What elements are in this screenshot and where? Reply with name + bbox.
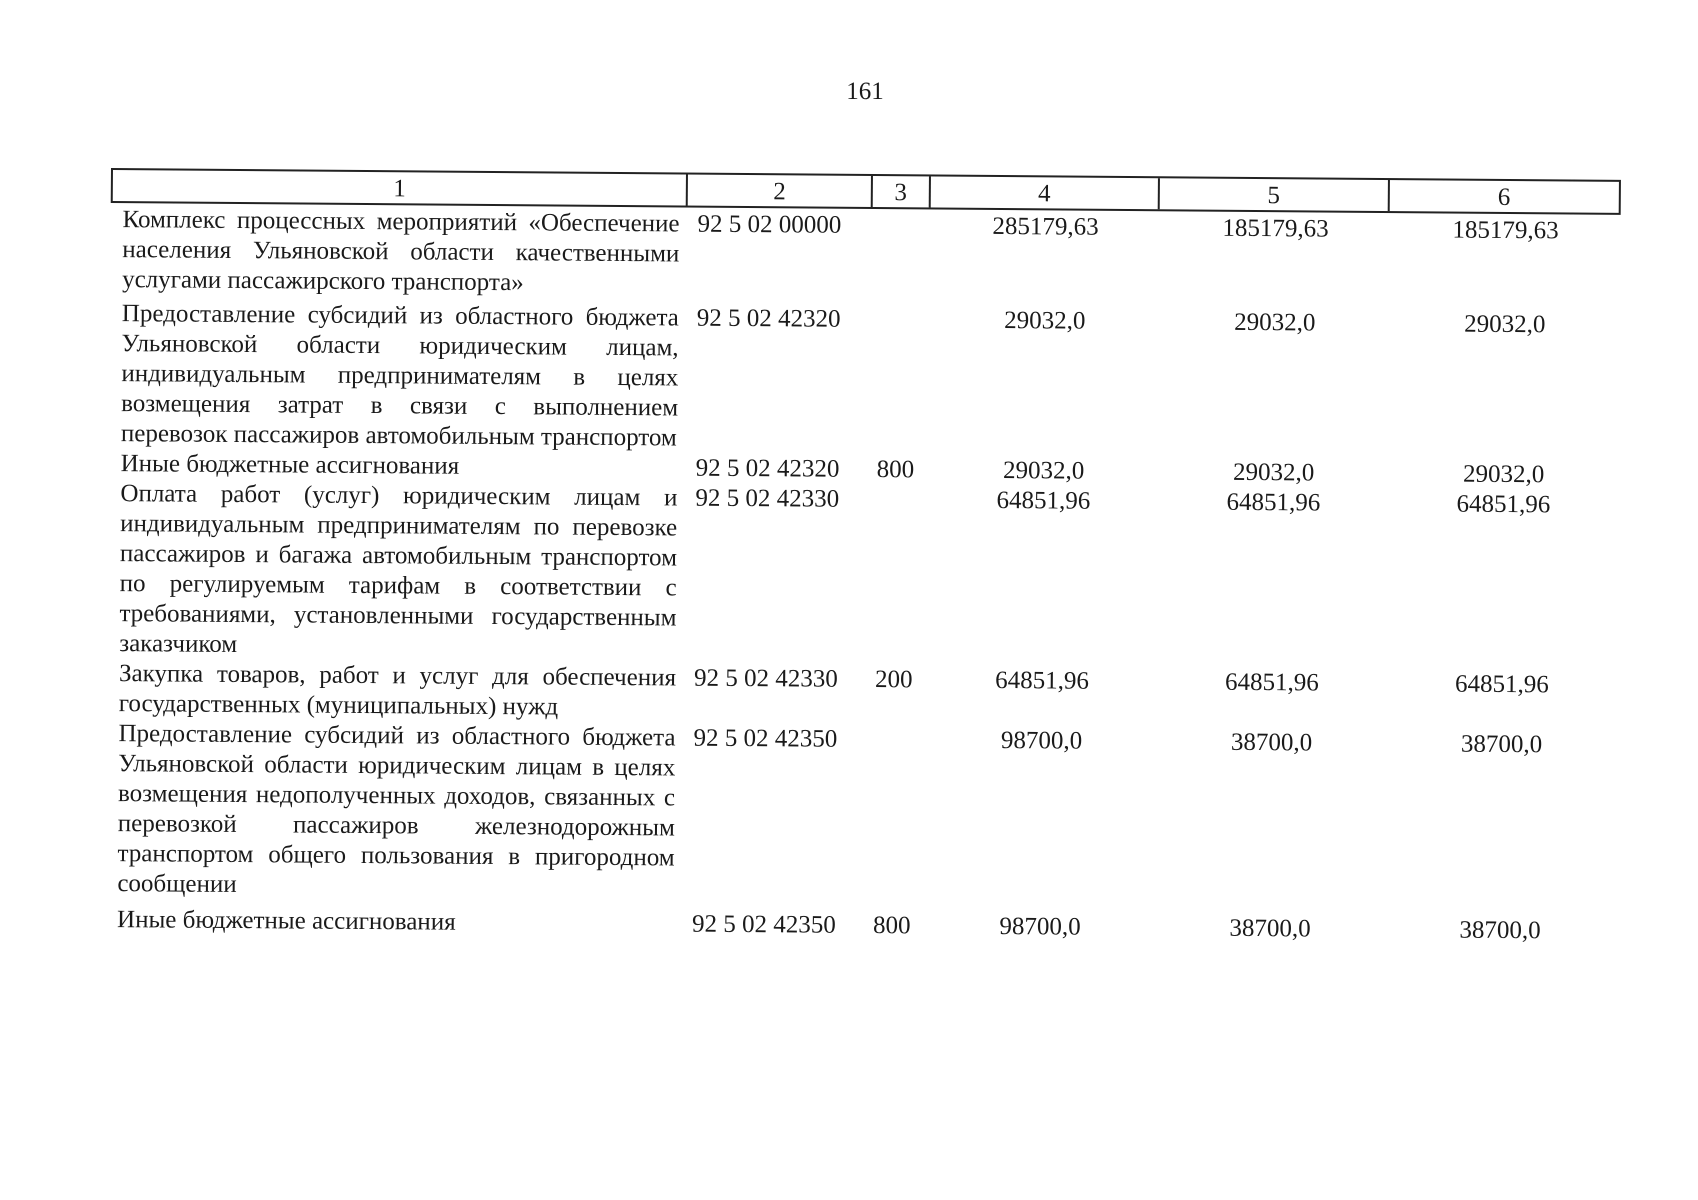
row-value-col-5: 38700,0: [1229, 914, 1311, 943]
row-value-col-5: 185179,63: [1222, 214, 1329, 243]
row-code: 92 5 02 42330: [693, 664, 838, 693]
header-col-2: 2: [688, 175, 873, 207]
row-code: 92 5 02 42330: [695, 484, 840, 513]
row-value-col-6: 38700,0: [1460, 730, 1543, 759]
row-value-col-4: 64851,96: [996, 486, 1091, 515]
row-code: 92 5 02 00000: [697, 210, 842, 239]
row-value-col-5: 64851,96: [1225, 668, 1319, 697]
budget-table: [105, 168, 1621, 947]
header-col-6: 6: [1497, 183, 1511, 211]
table-row: [105, 719, 1616, 911]
row-description: Оплата работ (услуг) юридическим лицам и индивидуальным предпринимателям по перевозке пассажиров и багажа автомобильным транспортом по регулируемым тарифам в соответствии с требованиями, установленными государственным заказчиком: [119, 480, 678, 659]
header-col-3: 3: [873, 176, 931, 207]
row-value-col-4: 98700,0: [999, 913, 1081, 941]
page-number: 161: [846, 78, 884, 105]
row-description: Закупка товаров, работ и услуг для обеспечения государственных (муниципальных) нужд: [118, 660, 677, 721]
row-value-col-6: 29032,0: [1464, 310, 1546, 339]
header-col-4: 4: [931, 176, 1161, 209]
row-expense-type: 800: [872, 912, 911, 940]
header-col-1: 1: [113, 170, 689, 206]
row-code: 92 5 02 42350: [691, 910, 836, 939]
row-description: Предоставление субсидий из областного бюджета Ульяновской области юридическим лицам, индивидуальным предпринимателям в целях возмещения затрат в связи с выполнением перевозок пассажиров автомобильным транспортом: [120, 300, 679, 452]
row-description: Комплекс процессных мероприятий «Обеспечение населения Ульяновской области качественными услугами пассажирского транспорта»: [122, 206, 680, 297]
table-row: [109, 295, 1620, 461]
row-value-col-6: 64851,96: [1455, 670, 1549, 699]
row-value-col-5: 64851,96: [1226, 488, 1321, 517]
table-row: [105, 905, 1615, 947]
row-value-col-6: 64851,96: [1456, 490, 1551, 519]
row-expense-type: 200: [874, 666, 913, 694]
row-value-col-6: 38700,0: [1459, 916, 1541, 945]
row-description: Предоставление субсидий из областного бюджета Ульяновской области юридическим лицам в целях возмещения недополученных доходов, связанных с перевозкой пассажиров железнодорожным транспортом общего пользования в пригородном сообщении: [117, 720, 676, 899]
row-description: Иные бюджетные ассигнования: [120, 450, 460, 480]
row-expense-type: 800: [876, 456, 915, 484]
row-code: 92 5 02 42320: [696, 304, 841, 333]
row-value-col-5: 29032,0: [1234, 308, 1316, 337]
table-row: [107, 479, 1618, 671]
table-row: [110, 203, 1621, 307]
row-value-col-6: 29032,0: [1462, 460, 1545, 489]
row-value-col-4: 29032,0: [1002, 457, 1085, 485]
row-value-col-6: 185179,63: [1452, 216, 1559, 245]
row-code: 92 5 02 42320: [695, 454, 840, 483]
row-code: 92 5 02 42350: [693, 724, 838, 753]
row-value-col-4: 98700,0: [1000, 727, 1083, 755]
header-col-5: 5: [1160, 178, 1390, 211]
row-description: Иные бюджетные ассигнования: [116, 906, 456, 936]
row-value-col-4: 29032,0: [1004, 307, 1086, 335]
row-value-col-4: 64851,96: [995, 666, 1089, 695]
row-value-col-5: 29032,0: [1232, 458, 1315, 487]
row-value-col-5: 38700,0: [1230, 728, 1313, 757]
row-value-col-4: 285179,63: [992, 212, 1099, 241]
